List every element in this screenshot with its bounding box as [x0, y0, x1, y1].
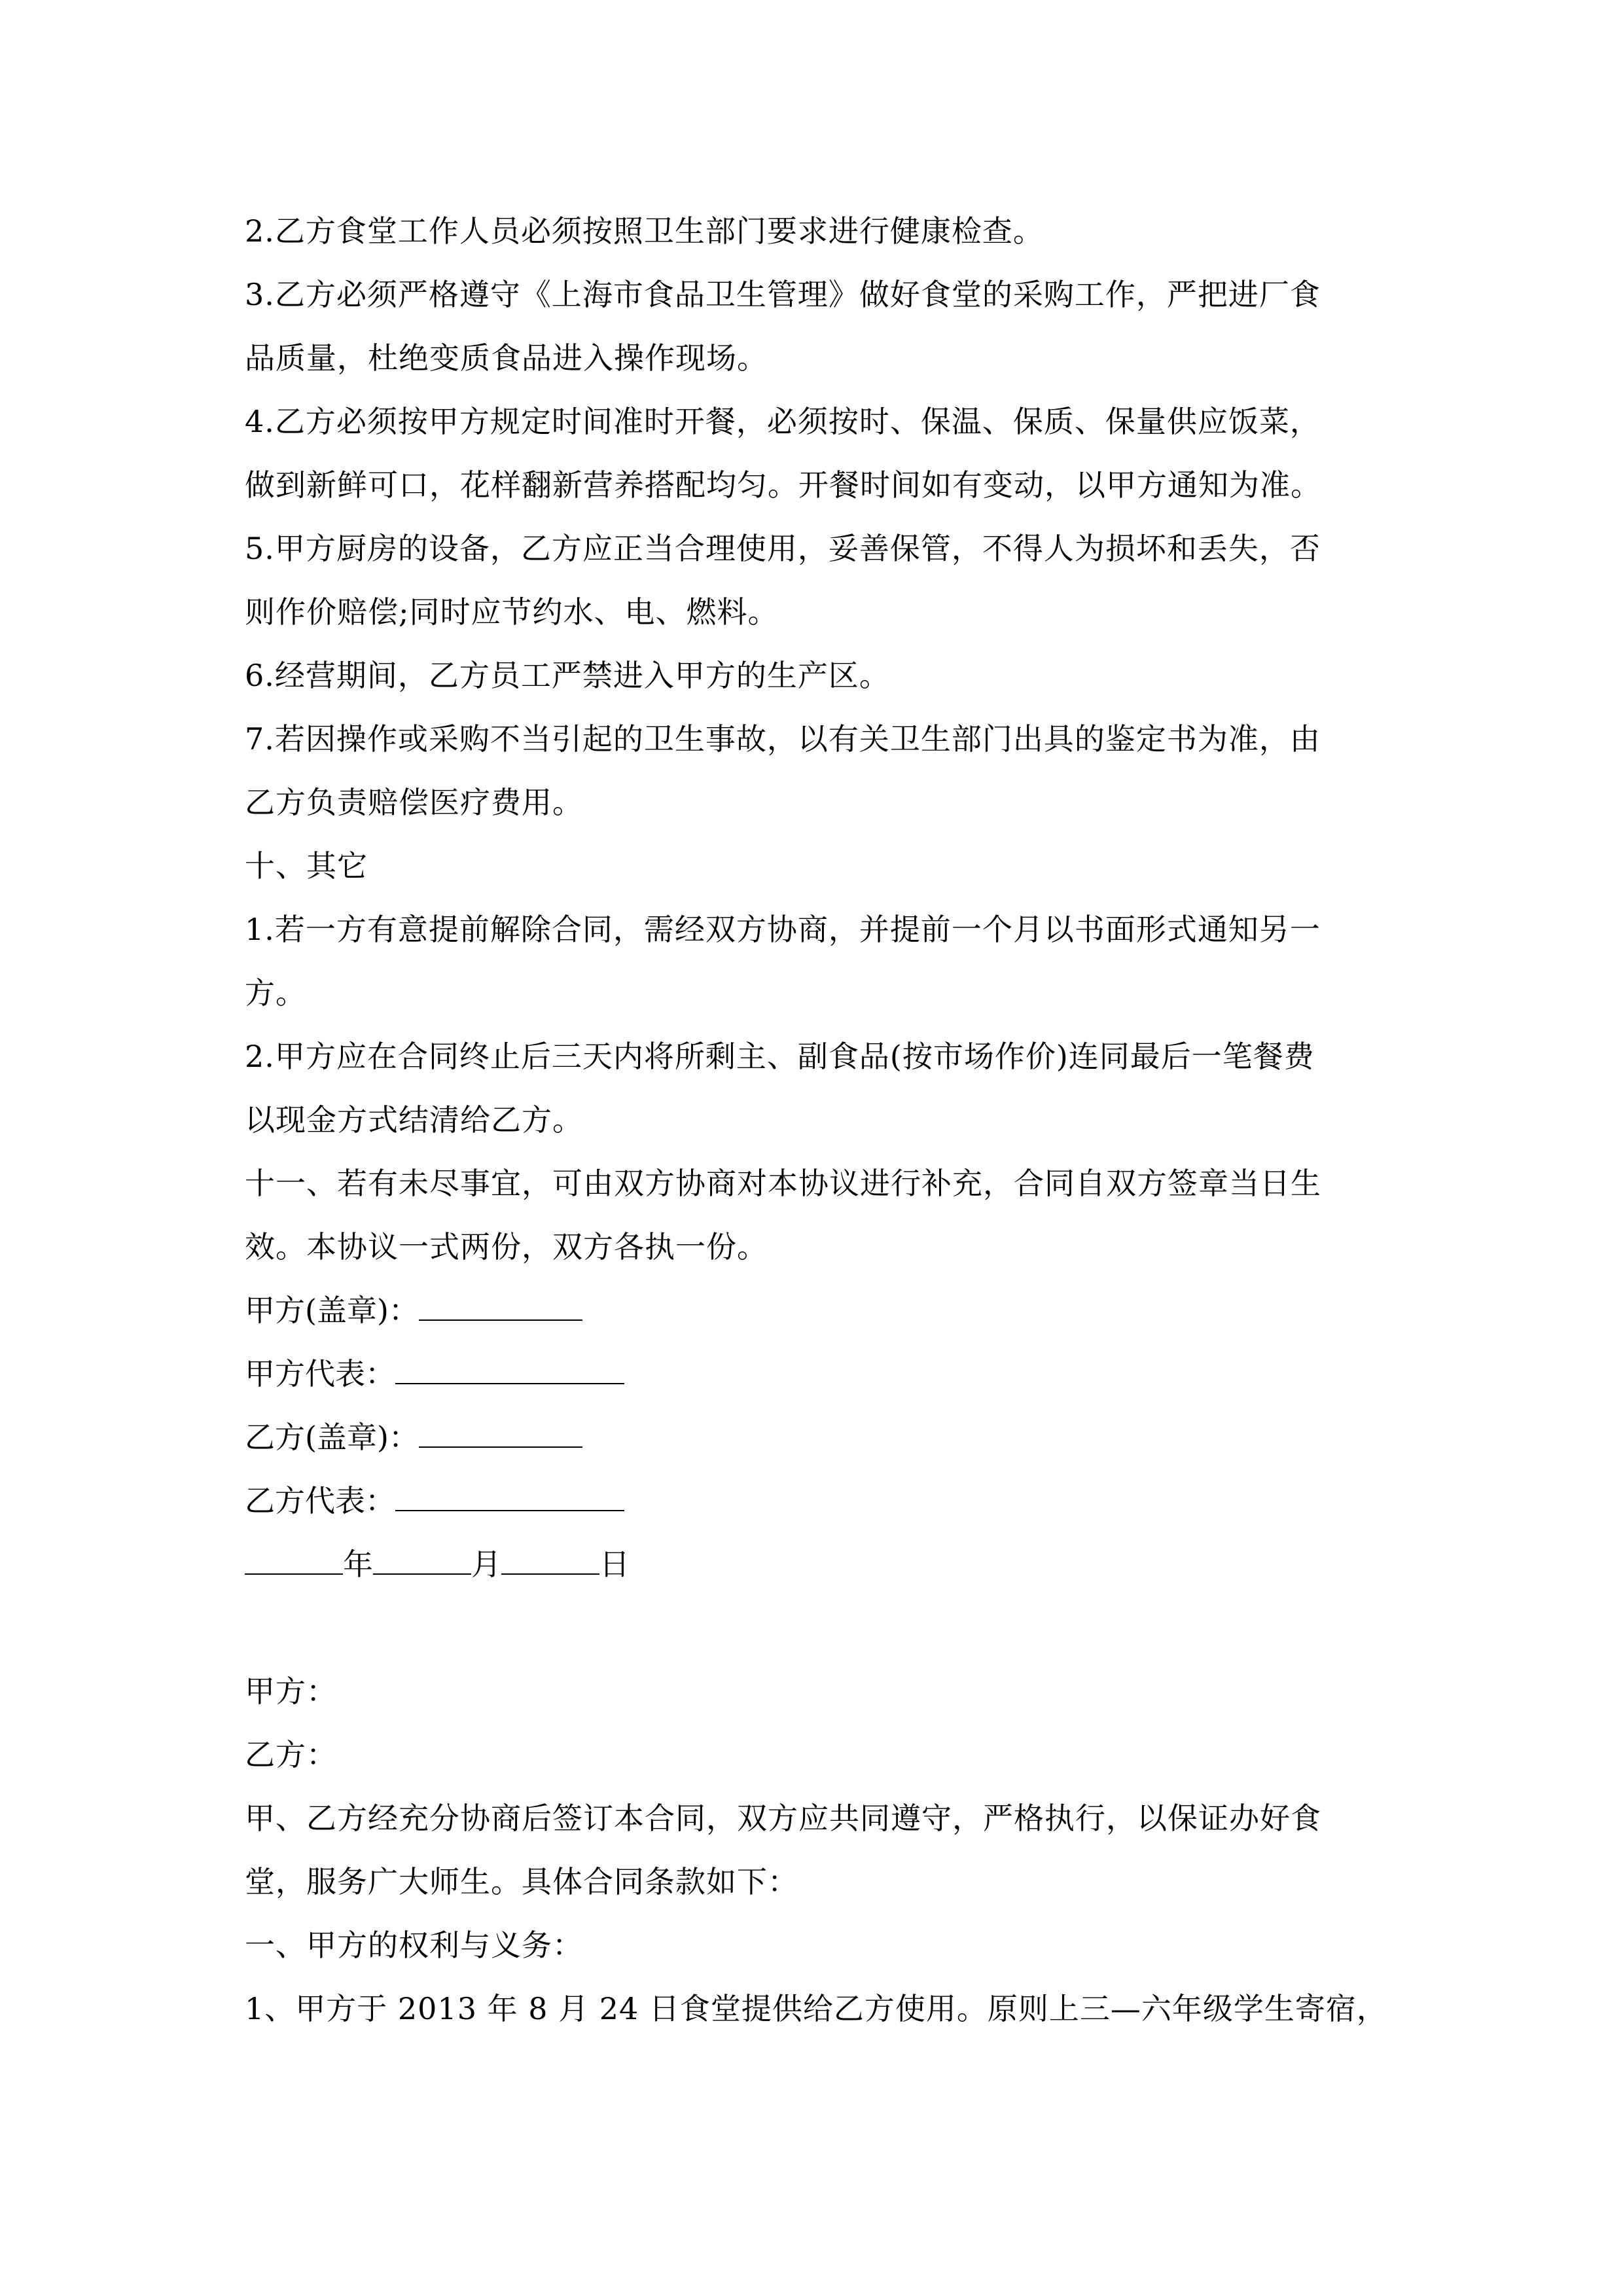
- section-1-clause-1: 1、甲方于 2013 年 8 月 24 日食堂提供给乙方使用。原则上三—六年级学生寄宿，: [245, 1991, 1387, 2026]
- clause-3-procurement: 3.乙方必须严格遵守《上海市食品卫生管理》做好食堂的采购工作，严把进厂食: [245, 277, 1321, 312]
- party-b-line: 乙方：: [245, 1737, 337, 1772]
- section-1-heading: 一、甲方的权利与义务：: [245, 1928, 583, 1963]
- preamble: 甲、乙方经充分协商后签订本合同，双方应共同遵守，严格执行，以保证办好食: [245, 1801, 1321, 1836]
- party-b-seal-label: 乙方(盖章)：: [245, 1420, 419, 1455]
- section-10-heading: 十、其它: [245, 848, 368, 884]
- section-10-clause-1-cont: 方。: [245, 975, 306, 1011]
- section-gap: [245, 1596, 1390, 1660]
- clause-2-health-check: 2.乙方食堂工作人员必须按照卫生部门要求进行健康检查。: [245, 213, 1044, 249]
- clause-5-equipment-cont: 则作价赔偿;同时应节约水、电、燃料。: [245, 594, 779, 630]
- clause-4-meal-time-cont: 做到新鲜可口，花样翻新营养搭配均匀。开餐时间如有变动，以甲方通知为准。: [245, 467, 1321, 503]
- section-11: 十一、若有未尽事宜，可由双方协商对本协议进行补充，合同自双方签章当日生: [245, 1166, 1321, 1201]
- section-10-clause-2: 2.甲方应在合同终止后三天内将所剩主、副食品(按市场作价)连同最后一笔餐费: [245, 1039, 1315, 1074]
- section-11-cont: 效。本协议一式两份，双方各执一份。: [245, 1229, 768, 1265]
- day-label: 日: [599, 1547, 630, 1582]
- clause-4-meal-time: 4.乙方必须按甲方规定时间准时开餐，必须按时、保温、保质、保量供应饭菜，: [245, 404, 1321, 439]
- party-a-rep-blank[interactable]: [395, 1344, 624, 1384]
- party-a-line: 甲方：: [245, 1674, 337, 1709]
- clause-6-production-area: 6.经营期间，乙方员工严禁进入甲方的生产区。: [245, 658, 890, 693]
- clause-7-hygiene-accident-cont: 乙方负责赔偿医疗费用。: [245, 785, 583, 820]
- party-b-rep-row: [245, 1469, 1390, 1533]
- party-a-seal-blank[interactable]: [419, 1280, 582, 1321]
- day-blank[interactable]: [501, 1534, 599, 1575]
- month-blank[interactable]: [373, 1534, 471, 1575]
- year-label: 年: [343, 1547, 373, 1582]
- party-a-seal-row: [245, 1279, 1390, 1342]
- year-blank[interactable]: [245, 1534, 343, 1575]
- party-b-rep-label: 乙方代表：: [245, 1483, 395, 1518]
- party-a-rep-row: [245, 1342, 1390, 1406]
- date-row: [245, 1533, 1390, 1596]
- preamble-cont: 堂，服务广大师生。具体合同条款如下：: [245, 1864, 798, 1899]
- section-10-clause-1: 1.若一方有意提前解除合同，需经双方协商，并提前一个月以书面形式通知另一: [245, 912, 1321, 947]
- party-b-rep-blank[interactable]: [395, 1471, 624, 1511]
- party-b-seal-blank[interactable]: [419, 1407, 582, 1448]
- section-10-clause-2-cont: 以现金方式结清给乙方。: [245, 1102, 583, 1138]
- document-body: [245, 200, 1390, 2041]
- clause-7-hygiene-accident: 7.若因操作或采购不当引起的卫生事故，以有关卫生部门出具的鉴定书为准，由: [245, 721, 1321, 757]
- party-a-rep-label: 甲方代表：: [245, 1356, 395, 1391]
- party-b-seal-row: [245, 1406, 1390, 1469]
- clause-3-procurement-cont: 品质量，杜绝变质食品进入操作现场。: [245, 340, 768, 376]
- month-label: 月: [471, 1547, 501, 1582]
- party-a-seal-label: 甲方(盖章)：: [245, 1293, 419, 1328]
- clause-5-equipment: 5.甲方厨房的设备，乙方应正当合理使用，妥善保管，不得人为损坏和丢失，否: [245, 531, 1321, 566]
